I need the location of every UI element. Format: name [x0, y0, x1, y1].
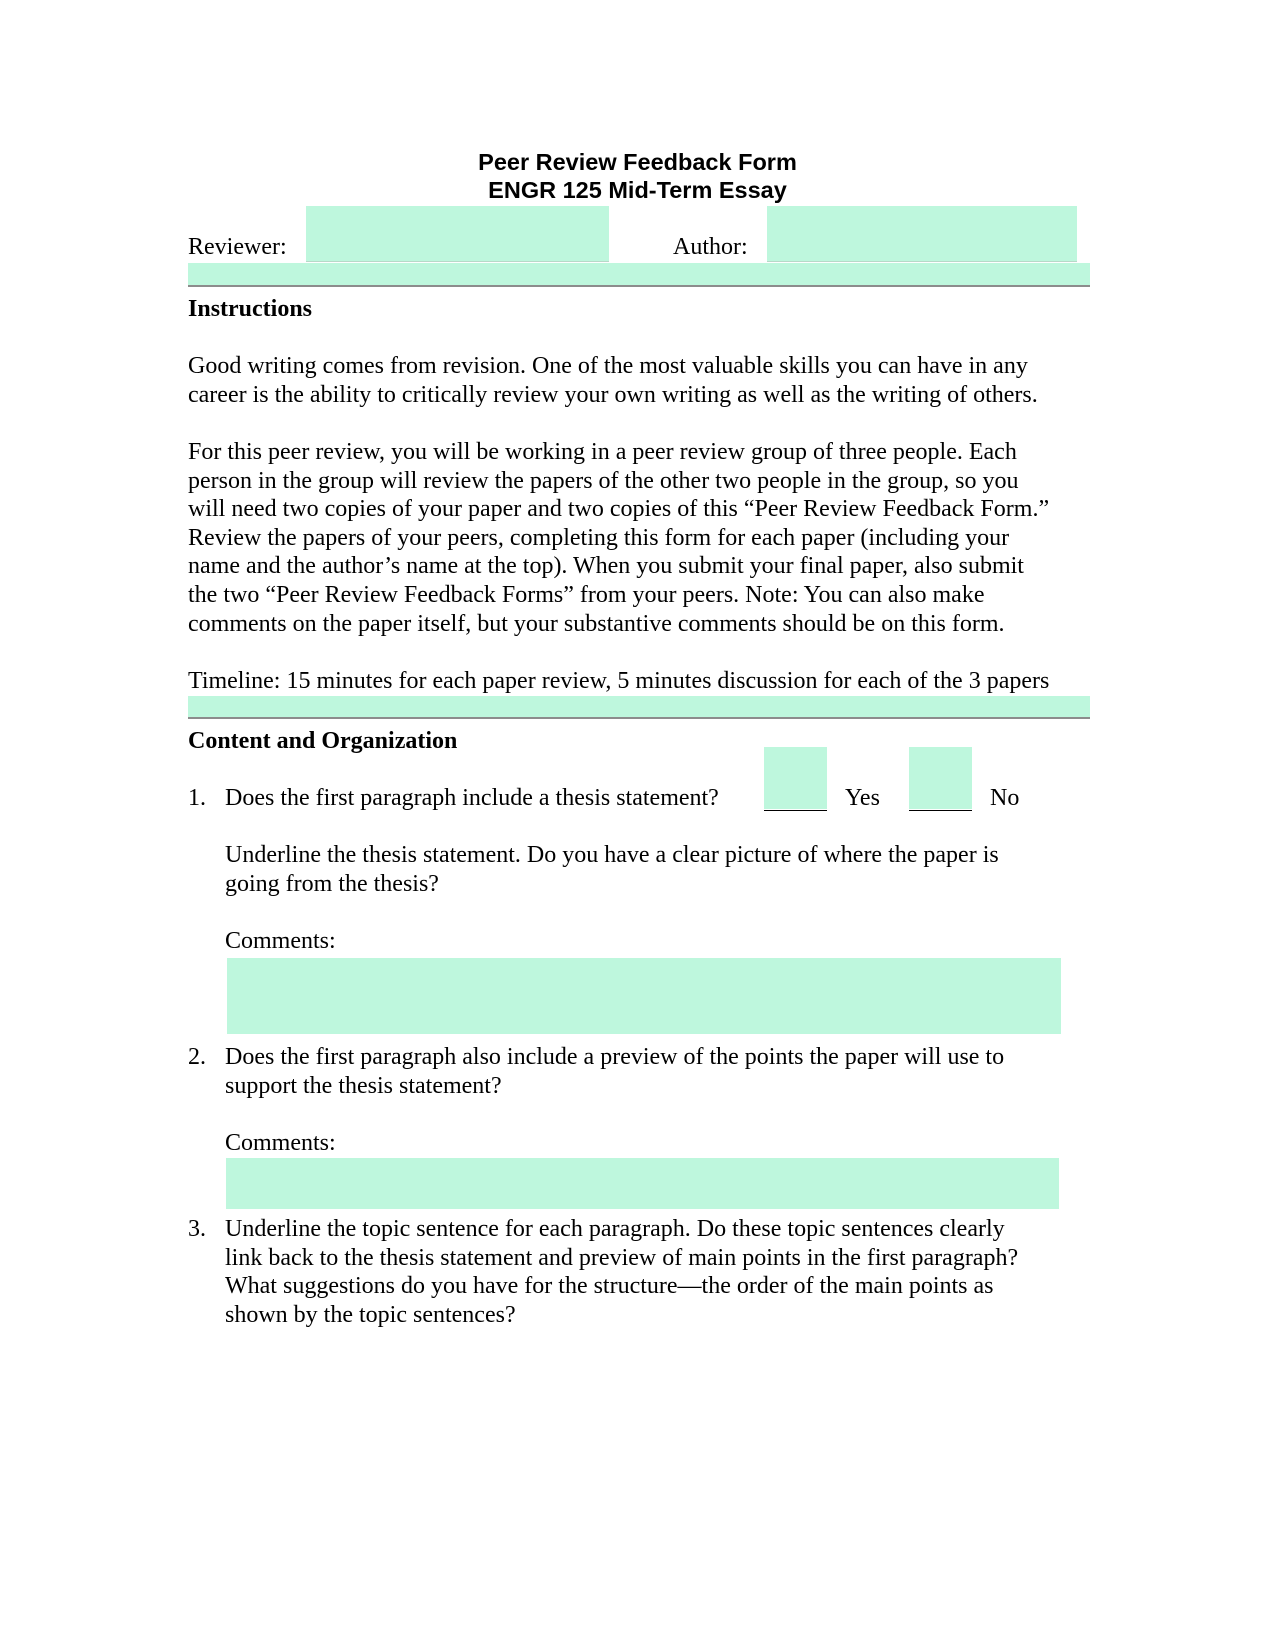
q1-comments-label: Comments: — [225, 928, 336, 954]
q1-follow-line: Underline the thesis statement. Do you have a clear picture of where the paper is — [225, 842, 999, 868]
q1-yes-label: Yes — [845, 785, 880, 811]
instructions-rule — [188, 717, 1090, 719]
instructions-band — [188, 696, 1090, 718]
q3-number: 3. — [188, 1216, 206, 1242]
q1-number: 1. — [188, 785, 206, 811]
q1-no-box[interactable] — [909, 747, 972, 809]
q3-text-line: What suggestions do you have for the structure—the order of the main points as — [225, 1273, 994, 1299]
reviewer-underline — [306, 261, 609, 262]
instructions-para2-line: comments on the paper itself, but your substantive comments should be on this form. — [188, 611, 1005, 637]
instructions-para2-line: will need two copies of your paper and two copies of this “Peer Review Feedback Form.” — [188, 496, 1050, 522]
q3-text-line: shown by the topic sentences? — [225, 1302, 516, 1328]
reviewer-input[interactable] — [306, 206, 609, 261]
form-title: Peer Review Feedback Form — [478, 149, 797, 175]
instructions-para2-line: person in the group will review the papers of the other two people in the group, so you — [188, 468, 1019, 494]
reviewer-label: Reviewer: — [188, 234, 287, 260]
q1-text: Does the first paragraph include a thesis statement? — [225, 785, 719, 811]
q3-text-line: Underline the topic sentence for each paragraph. Do these topic sentences clearly — [225, 1216, 1005, 1242]
header-band — [188, 263, 1090, 285]
author-label: Author: — [673, 234, 748, 260]
q2-text-line: support the thesis statement? — [225, 1073, 502, 1099]
instructions-para2-line: Review the papers of your peers, completing this form for each paper (including your — [188, 525, 1010, 551]
q1-comments-input[interactable] — [227, 958, 1061, 1034]
instructions-heading: Instructions — [188, 296, 313, 322]
q1-no-underline — [909, 810, 972, 811]
instructions-para2-line: For this peer review, you will be working in a peer review group of three people. Each — [188, 439, 1017, 465]
instructions-para2-line: the two “Peer Review Feedback Forms” from your peers. Note: You can also make — [188, 582, 985, 608]
q2-number: 2. — [188, 1044, 206, 1070]
author-underline — [767, 261, 1077, 262]
content-heading: Content and Organization — [188, 728, 458, 754]
q1-yes-underline — [764, 810, 827, 811]
header-rule — [188, 285, 1090, 287]
form-subtitle: ENGR 125 Mid-Term Essay — [488, 177, 787, 203]
instructions-para1-line: Good writing comes from revision. One of the most valuable skills you can have in any — [188, 353, 1028, 379]
q2-comments-label: Comments: — [225, 1130, 336, 1156]
q1-follow-line: going from the thesis? — [225, 871, 439, 897]
q2-comments-input[interactable] — [226, 1158, 1059, 1209]
q3-text-line: link back to the thesis statement and preview of main points in the first paragraph? — [225, 1245, 1019, 1271]
q1-no-label: No — [990, 785, 1020, 811]
instructions-para1-line: career is the ability to critically review your own writing as well as the writing of others. — [188, 382, 1038, 408]
author-input[interactable] — [767, 206, 1077, 261]
q2-text-line: Does the first paragraph also include a preview of the points the paper will use to — [225, 1044, 1005, 1070]
q1-yes-box[interactable] — [764, 747, 827, 809]
instructions-para2-line: name and the author’s name at the top). When you submit your final paper, also submit — [188, 553, 1024, 579]
timeline-text: Timeline: 15 minutes for each paper review, 5 minutes discussion for each of the 3 papers — [188, 668, 1050, 694]
